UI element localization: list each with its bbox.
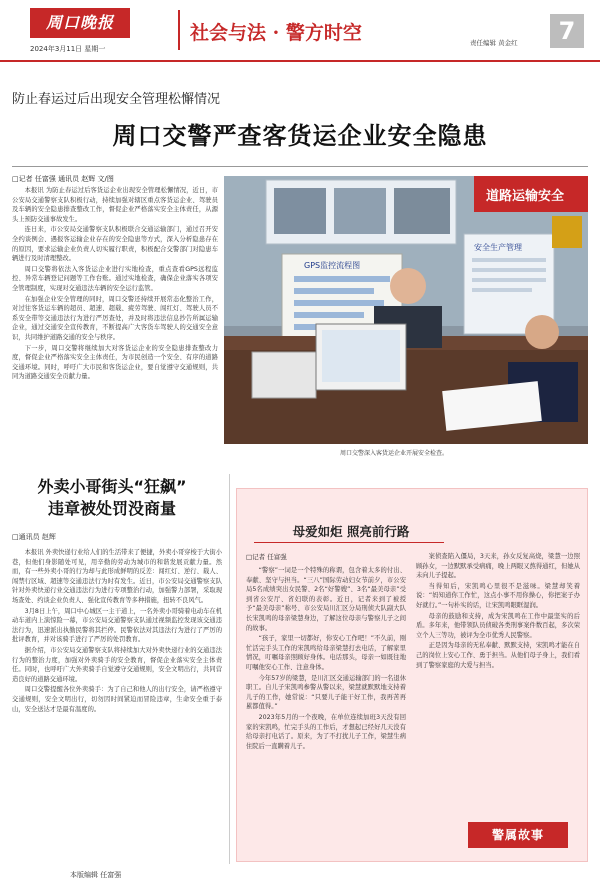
feature-paragraph: 今年57岁的梁慧，是川汇区交通运输部门的一名退休职工。自儿子宋凯鸣参警从警以来，梁慧就默默地支持着儿子的工作，她常说：“只要儿子能干好工作，我再苦再累都值得。” <box>246 674 406 711</box>
feature-title: 母爱如炬 照亮前行路 <box>292 524 410 539</box>
column-divider <box>229 474 230 864</box>
headline-rule <box>12 166 588 167</box>
lead-paragraph: 本报讯 为防止春运过后客货运企业出现安全管理松懈情况，近日，市公安局交通警察支队积极行动，持续加强对辖区重点客货运企业、驾驶员及车辆的安全隐患排查整改工作，督促企业严格落实安全主体责任，从源头上预防交通事故发生。 <box>12 187 218 223</box>
wall-chart-title: GPS监控流程图 <box>304 261 361 270</box>
section-title: 社会与法 · 警方时空 <box>190 22 362 44</box>
lead-headline: 周口交警严查客货运企业安全隐患 <box>112 122 488 150</box>
feature-paragraph: 案侦查陷入僵局，3天来，孙女反复高烧，梁慧一边照顾孙女，一边默默承受病痛，晚上两眼又熬得通红，但她从未向儿子提起。 <box>416 553 580 580</box>
issue-date: 2024年3月11日 星期一 <box>30 45 106 53</box>
photo-caption: 周口交警深入客货运企业开展安全检查。 <box>340 450 449 457</box>
lead-kicker: 防止春运过后出现安全管理松懈情况 <box>12 92 221 107</box>
lead-body <box>12 186 218 450</box>
lead-paragraph: 连日来，市公安局交通警察支队积极联合交通运输部门，通过召开安全约谈例会、遇报客运输企业存在的安全隐患等方式，深入分析隐患存在的原因，要求运输企业负责人切实履行职责，积极配合交警部门对隐患车辆进行及时清理整改。 <box>12 226 218 263</box>
masthead <box>0 0 600 62</box>
story2-byline: □通讯员 赵辉 <box>12 533 56 541</box>
feature-paragraph: 当得知后，宋凯鸣心里很不是滋味。梁慧却笑着说：“妈知道你工作忙，这点小事不用你操心，你把案子办好就行。”一句朴实的话，让宋凯鸣眼眶湿润。 <box>416 582 580 609</box>
story2-body <box>12 548 222 860</box>
feature-column-1 <box>246 566 406 856</box>
lead-paragraph: 周口交警将依法入客货运企业进行实地检查，重点查看GPS远程监控、异常车辆登记问题等工作台账。通过实地检查，确保企业落实各项安全管理制度，实现对交通违法车辆的安全运行监管。 <box>12 265 218 292</box>
page-footer: 本版编辑 任富强 <box>70 871 122 879</box>
wall-poster-text: 安全生产管理 <box>474 243 522 252</box>
feature-paragraph: “孩子，家里一切都好，你安心工作吧！”不久前，刚忙活完手头工作的宋凯鸣给母亲梁慧打去电话，了解家里情况，叮嘱母亲照顾好身体。电话那头，母亲一如既往地叮嘱他安心工作、注意身体。 <box>246 635 406 671</box>
story2-paragraph: 据介绍，市公安局交通警察支队将持续加大对外卖快递行业的交通违法行为的整治力度，加强对外卖骑手的安全教育，督促企业落实安全主体责任。同时，也呼吁广大外卖骑手自觉遵守交通规则，安全文明出行，共同营造良好的道路交通环境。 <box>12 646 222 683</box>
wall-board-text: 道路运输安全 <box>486 189 565 204</box>
newspaper-logo: 周口晚报 <box>30 8 130 38</box>
lead-paragraph: 在加强企业安全管理的同时，周口交警还持续开展常态化整治工作，对过往客货运车辆的超员、超速、超载、疲劳驾驶、闯红灯、驾驶人员不系安全带等交通违法行为进行严厉查处，并及时将违法信息抄告所属运输企业，通过交通安全宣传教育，不断提高广大客货车驾驶人的交通安全意识，共同维护道路交通的安全与秩序。 <box>12 295 218 341</box>
masthead-divider <box>178 10 180 50</box>
page-number: 7 <box>550 14 584 48</box>
masthead-rule <box>0 60 600 62</box>
feature-column-2 <box>416 552 580 814</box>
story2-paragraph: 周口交警提醒各位外卖骑手：为了自己和他人的出行安全，请严格遵守交通规则，安全文明出行，切勿因时间紧迫而冒险违章，生命安全重于泰山，安全送达才是最有温度的。 <box>12 686 222 713</box>
lead-byline: □记者 任富强 通讯员 赵辉 文/图 <box>12 175 114 183</box>
story2-paragraph: 本报讯 外卖快递行业给人们的生活带来了便捷，外卖小哥穿梭于大街小巷，但他们身影随处可见，用辛勤的劳动为城市的和谐发展贡献力量。然而，有一些外卖小哥的行为却与此形成鲜明的反差：闯红灯、逆行、载人、闯禁行区域、超速等交通违法行为时有发生。近日，市公安局交通警察支队针对外卖快递行业交通违法行为进行专项整治行动，加强警力部署，采取现场查处、约谈企业负责人、强化宣传教育等多种措施，扭转不良风气。 <box>12 549 222 604</box>
page-editor: 责任编辑 黄金红 <box>470 39 518 47</box>
feature-paragraph: 正是因为母亲的无私奉献、默默支持，宋凯鸣才能在自己的岗位上安心工作、勇于担当。从他们母子身上，我们看到了警察家庭的大爱与担当。 <box>416 642 580 669</box>
feature-title-rule <box>254 542 444 543</box>
story2-paragraph: 3月8日上午，周口中心城区一主干道上，一名外卖小哥骑着电动车在机动车道内上演惊险一幕，市公安局交通警察支队通过视频监控发现该交通违法行为，迅速派出执勤民警将其拦停。民警依法对其违法行为进行了严厉的批评教育，并对该骑手进行了严厉的处罚教育。 <box>12 607 222 644</box>
feature-stamp: 警属故事 <box>468 822 568 848</box>
story2-headline-line2: 违章被处罚没商量 <box>47 499 176 518</box>
office-scene-illustration <box>224 176 588 444</box>
feature-paragraph: “警察”一词是一个特殊的称谓，包含着太多的付出、奉献、坚守与担当。“三八”国际劳动妇女节前夕，市公安局5名成绩突出女民警、2名“好警嫂”、3名“最美母亲”受到省公安厅、省妇联的表彰。近日，记者来到了被授予“最美母亲”称号、市公安局川汇区分局刑侦大队副大队长宋凯鸣的母亲梁慧身边，了解这位母亲与警察儿子之间的故事。 <box>246 567 406 632</box>
lead-paragraph: 下一步，周口交警将继续加大对客货运企业的安全隐患排查整改力度，督促企业严格落实安全主体责任，为市民创造一个安全、有序的道路交通环境。同时，呼吁广大市民和客货运企业，要自觉遵守交通规则，共同为道路交通安全贡献力量。 <box>12 344 218 381</box>
feature-paragraph: 母亲的鼓励和支持，成为宋凯鸣在工作中最坚实的后盾。多年来，他带领队员侦破各类刑事案件数百起，多次荣立个人三等功，被评为全市优秀人民警察。 <box>416 612 580 639</box>
lead-photo <box>224 176 588 444</box>
feature-paragraph: 2023年5月的一个夜晚，在单位连续加班3天没有回家的宋凯鸣，忙完手头的工作后，才想起已经好几天没有给母亲打电话了。原来，为了不打扰儿子工作，梁慧生病住院后一直瞒着儿子。 <box>246 713 406 750</box>
story2-headline-line1: 外卖小哥街头“狂飙” <box>37 477 187 496</box>
feature-byline: □记者 任富强 <box>246 553 287 561</box>
